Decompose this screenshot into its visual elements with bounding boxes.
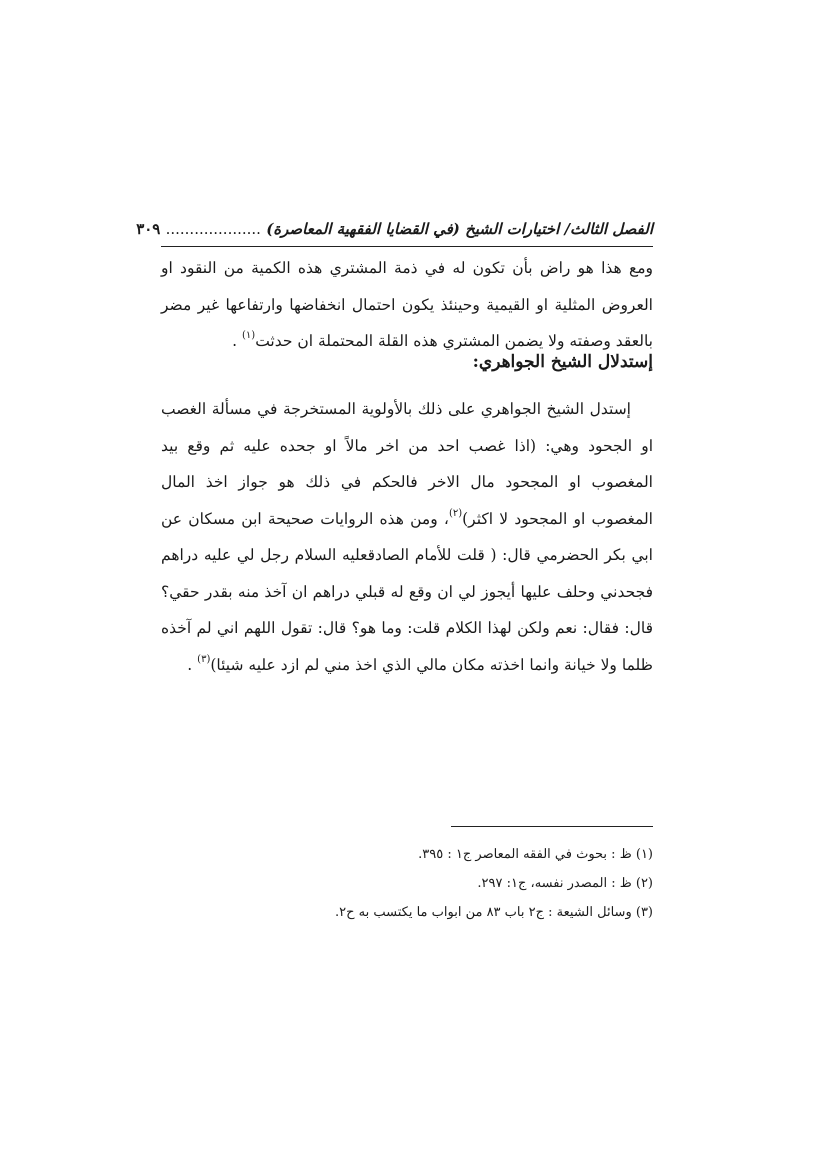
running-header xyxy=(136,214,653,244)
page-number: ٣٠٩ xyxy=(136,220,161,238)
footnote-1: (١) ظ : بحوث في الفقه المعاصر ج١ : ٣٩٥. xyxy=(418,847,653,862)
header-divider xyxy=(161,246,653,247)
paragraph-2-end: . xyxy=(187,655,193,674)
chapter-title: الفصل الثالث/ اختيارات الشيخ (في القضايا الفقهية المعاصرة) xyxy=(266,220,653,238)
paragraph-1-end: . xyxy=(232,332,238,350)
paragraph-2-part2: ، ومن هذه الروايات صحيحة ابن مسكان عن ابي بكر الحضرمي قال: ( قلت للأمام الصادقعليه السلام رجل لي عليه دراهم فجحدني وحلف عليها أيجوز لي ان وقع له قبلي دراهم ان آخذ منه بقدر حقي؟ قال: فقال: نعم ولكن لهذا الكلام قلت: وما هو؟ قال: تقول اللهم اني لم آخذه ظلما ولا خيانة وانما اخذته مكان مالي الذي اخذ مني لم ازد عليه شيئا) xyxy=(161,509,653,674)
footnote-divider xyxy=(451,826,653,827)
footnote-2: (٢) ظ : المصدر نفسه، ج١: ٢٩٧. xyxy=(477,876,653,891)
footnotes xyxy=(161,840,653,927)
footnote-3: (٣) وسائل الشيعة : ج٢ باب ٨٣ من ابواب ما يكتسب به ح٢. xyxy=(335,905,653,920)
paragraph-2 xyxy=(161,391,653,683)
paragraph-1-text: ومع هذا هو راض بأن تكون له في ذمة المشتري هذه الكمية من النقود او العروض المثلية او القيمية وحينئذ يكون احتمال انخفاضها وارتفاعها غير مضر بالعقد وصفته ولا يضمن المشتري هذه القلة المحتملة ان حدثت xyxy=(161,259,653,350)
paragraph-1 xyxy=(161,250,653,360)
footnote-ref-1: (١) xyxy=(242,330,256,341)
footnote-ref-3: (٣) xyxy=(197,653,211,665)
paragraph-2-part1: إستدل الشيخ الجواهري على ذلك بالأولوية المستخرجة في مسألة الغصب او الجحود وهي: (اذا غصب احد من اخر مالاً او جحده عليه ثم وقع بيد المغصوب او المجحود مال الاخر فالحكم في ذلك هو جواز اخذ المال المغصوب او المجحود لا اكثر) xyxy=(161,400,653,528)
section-heading: إستدلال الشيخ الجواهري: xyxy=(472,352,653,372)
footnote-ref-2: (٢) xyxy=(448,507,463,519)
leader-dots: .................... xyxy=(165,220,261,238)
